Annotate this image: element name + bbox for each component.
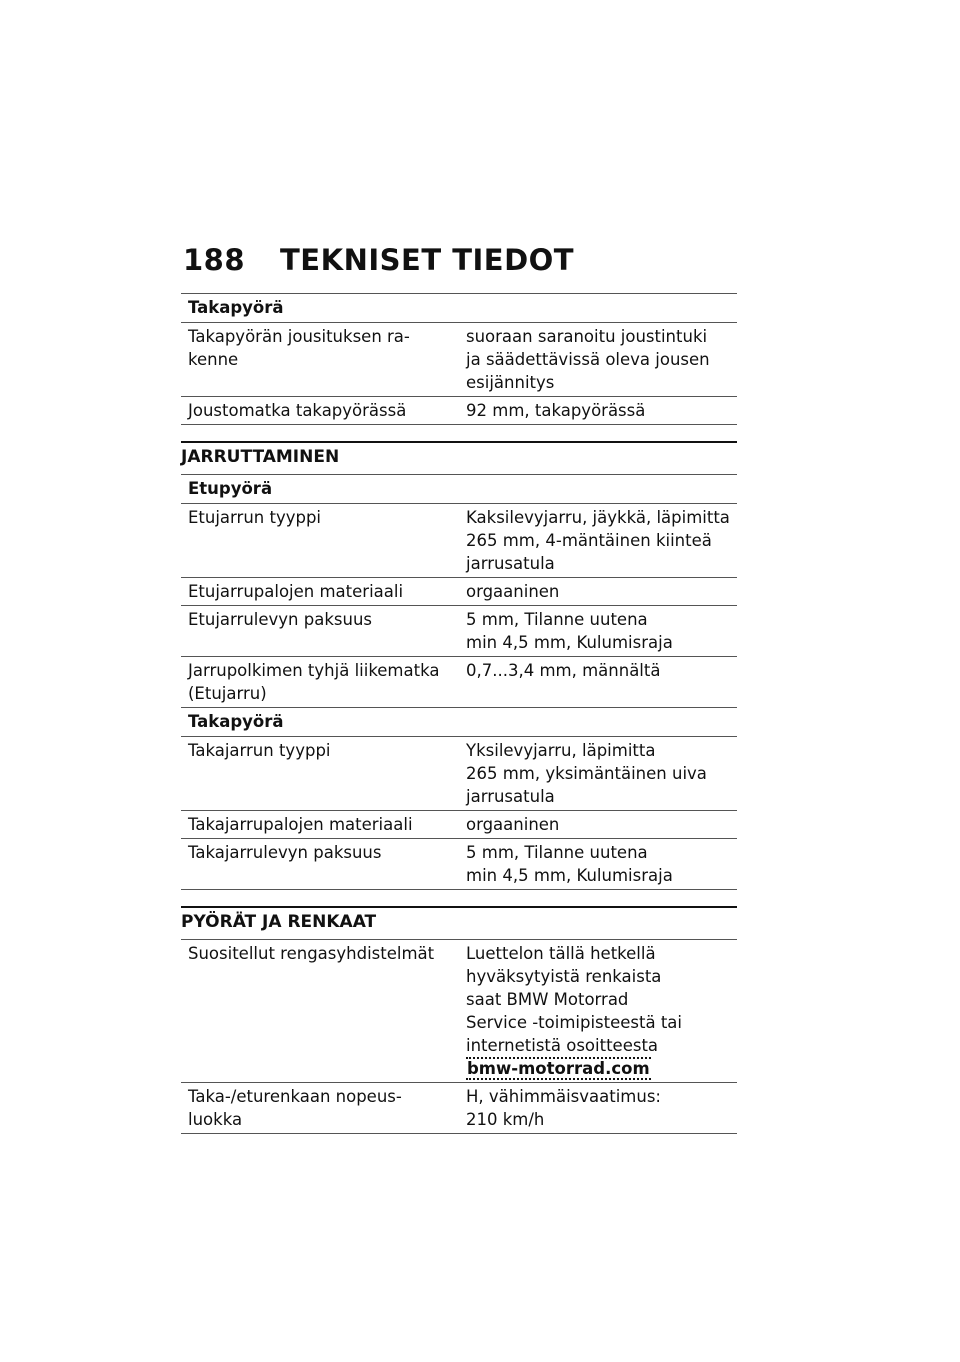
bmw-motorrad-link[interactable]: bmw-motorrad.com [467,1059,650,1078]
row-value: Luettelon tällä hetkellä hyväksytyistä renkaista saat BMW Motorrad Service -toimipisteestä tai internetistä osoitteesta bmw-motorrad.com [466,944,682,1078]
row-label: Jarrupolkimen tyhjä liikematka (Etujarru) [188,661,440,703]
table-row [181,503,737,577]
table-row [181,1082,737,1133]
table-row [181,838,737,889]
row-label: Taka-/eturenkaan nopeus- luokka [188,1087,402,1129]
row-label: Takapyörän jousituksen ra- kenne [188,327,410,369]
table-row [181,736,737,810]
section-title-jarruttaminen: JARRUTTAMINEN [181,441,737,474]
spec-content [181,293,737,1134]
table-row [181,577,737,605]
row-value: Kaksilevyjarru, jäykkä, läpimitta 265 mm, 4-mäntäinen kiinteä jarrusatula [466,508,730,573]
chapter-title: TEKNISET TIEDOT [280,243,575,277]
table-row [181,939,737,1082]
row-label: Etujarrulevyn paksuus [188,610,372,629]
row-label: Takajarrulevyn paksuus [188,843,382,862]
row-value: 5 mm, Tilanne uutena min 4,5 mm, Kulumisraja [466,610,673,652]
row-value: orgaaninen [466,582,560,601]
row-label: Takajarrupalojen materiaali [188,815,413,834]
table-row [181,605,737,656]
table-row [181,810,737,838]
row-value: 92 mm, takapyörässä [466,401,646,420]
row-value: Yksilevyjarru, läpimitta 265 mm, yksimäntäinen uiva jarrusatula [466,741,707,806]
row-label: Joustomatka takapyörässä [188,401,407,420]
page-number: 188 [183,243,246,277]
row-value: H, vähimmäisvaatimus: 210 km/h [466,1087,661,1129]
row-label: Suositellut rengasyhdistelmät [188,944,435,963]
row-label: Etujarrupalojen materiaali [188,582,404,601]
subhead-etupyora: Etupyörä [181,474,737,503]
subhead-takapyora-rear: Takapyörä [181,707,737,736]
row-value: orgaaninen [466,815,560,834]
table-row [181,322,737,396]
row-value: 0,7...3,4 mm, männältä [466,661,661,680]
row-value: 5 mm, Tilanne uutena min 4,5 mm, Kulumisraja [466,843,673,885]
table-row [181,656,737,707]
section-title-pyorat: PYÖRÄT JA RENKAAT [181,906,737,939]
subhead-takapyora-top: Takapyörä [181,293,737,322]
row-value: suoraan saranoitu joustintuki ja säädettävissä oleva jousen esijännitys [466,327,710,392]
table-row [181,396,737,424]
row-label: Etujarrun tyyppi [188,508,322,527]
page-header [183,240,574,280]
table-end-rule [181,1133,737,1134]
row-label: Takajarrun tyyppi [188,741,331,760]
